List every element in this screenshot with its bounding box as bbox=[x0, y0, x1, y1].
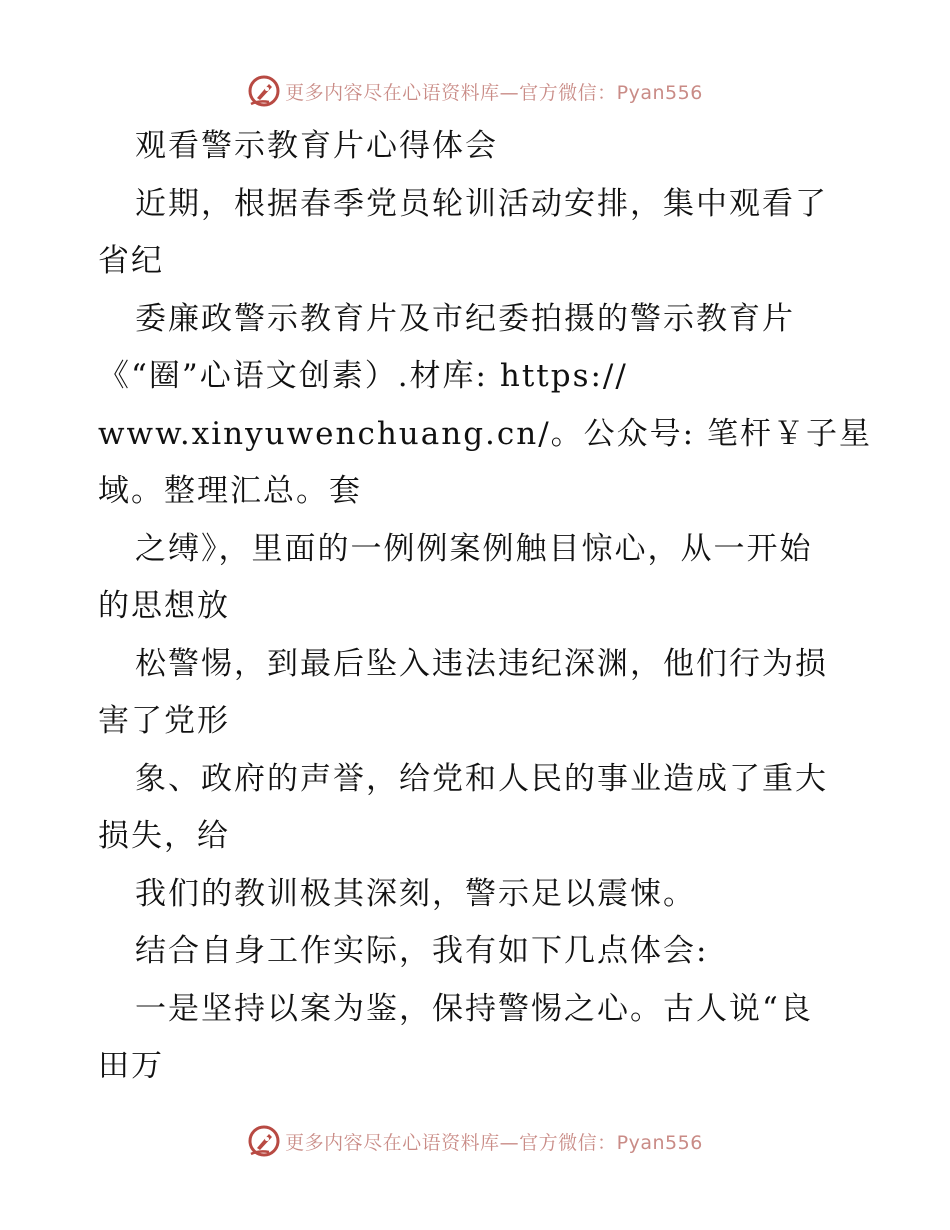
paragraph-line: 省纪 bbox=[98, 243, 164, 279]
header-text: 更多内容尽在心语资料库—官方微信：Pyan556 bbox=[285, 81, 703, 104]
document-body bbox=[98, 118, 872, 1096]
paragraph-line: 田万 bbox=[98, 1048, 164, 1084]
paragraph-line: 《“圈”心语文创素）.材库: https:// bbox=[98, 358, 628, 394]
paragraph-line: 域。整理汇总。套 bbox=[98, 473, 362, 509]
paragraph-line: 我们的教训极其深刻，警示足以震悚。 bbox=[135, 875, 696, 912]
footer-banner bbox=[0, 1121, 950, 1161]
paragraph-line: 损失，给 bbox=[98, 818, 230, 854]
pen-nib-logo-icon bbox=[247, 1124, 281, 1158]
paragraph-line: 松警惕，到最后坠入违法违纪深渊，他们行为损 bbox=[135, 645, 828, 682]
header-banner bbox=[0, 71, 950, 111]
paragraph-line: www.xinyuwenchuang.cn/。公众号: 笔杆￥子星 bbox=[98, 415, 872, 452]
paragraph-line: 一是坚持以案为鉴，保持警惕之心。古人说“良 bbox=[135, 990, 813, 1027]
pen-nib-logo-icon bbox=[247, 74, 281, 108]
paragraph-line: 之缚》，里面的一例例案例触目惊心，从一开始 bbox=[135, 530, 813, 567]
paragraph-line: 的思想放 bbox=[98, 588, 230, 624]
footer-text: 更多内容尽在心语资料库—官方微信：Pyan556 bbox=[285, 1131, 703, 1154]
paragraph-line: 害了党形 bbox=[98, 703, 230, 739]
paragraph-line: 委廉政警示教育片及市纪委拍摄的警示教育片 bbox=[135, 300, 795, 337]
paragraph-line: 近期，根据春季党员轮训活动安排，集中观看了 bbox=[135, 185, 828, 222]
paragraph-line: 象、政府的声誉，给党和人民的事业造成了重大 bbox=[135, 760, 828, 797]
document-title: 观看警示教育片心得体会 bbox=[135, 128, 498, 164]
paragraph-line: 结合自身工作实际，我有如下几点体会: bbox=[135, 933, 709, 969]
